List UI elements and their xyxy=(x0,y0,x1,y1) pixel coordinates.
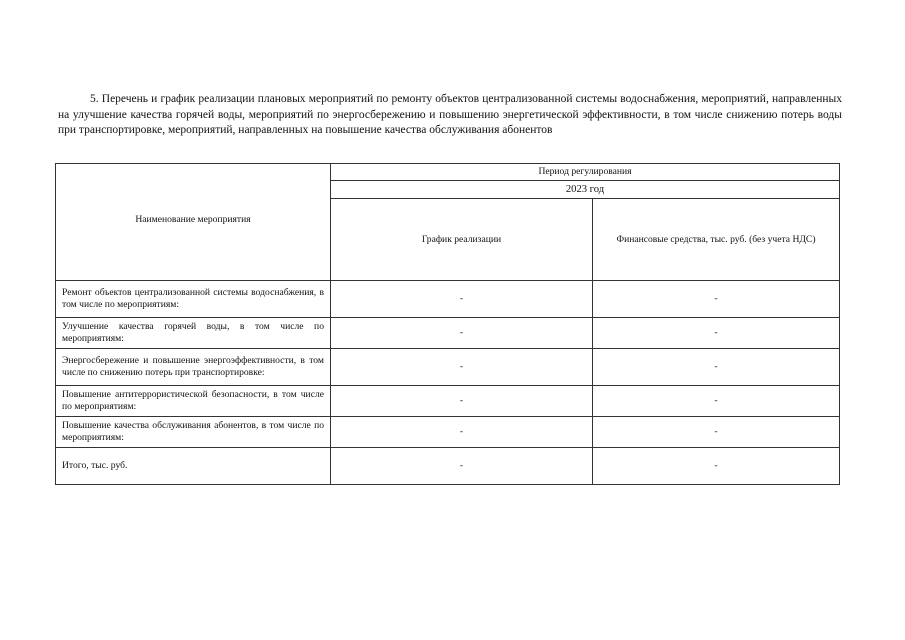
table-header-row xyxy=(56,164,840,181)
finance-value: - xyxy=(593,281,840,318)
finance-value: - xyxy=(593,417,840,448)
section-heading-text: 5. Перечень и график реализации плановых мероприятий по ремонту объектов централизованной системы водоснабжения, мероприятий, направленных на улучшение качества горячей воды, мероприятий по энергосбережению и повышению энергетической эффективности, в том числе снижению потерь воды при транспортировке, мероприятий, направленных на повышение качества обслуживания абонентов xyxy=(58,93,842,136)
schedule-value: - xyxy=(331,417,593,448)
section-heading xyxy=(58,92,842,139)
table-row xyxy=(56,281,840,318)
activities-table xyxy=(55,163,840,485)
finance-header: Финансовые средства, тыс. руб. (без учета НДС) xyxy=(593,199,840,281)
activity-name: Итого, тыс. руб. xyxy=(56,448,331,485)
period-header: Период регулирования xyxy=(331,164,840,181)
finance-value: - xyxy=(593,318,840,349)
table-row xyxy=(56,318,840,349)
activity-name: Улучшение качества горячей воды, в том числе по мероприятиям: xyxy=(56,318,331,349)
finance-value: - xyxy=(593,349,840,386)
table-row xyxy=(56,417,840,448)
schedule-value: - xyxy=(331,386,593,417)
schedule-value: - xyxy=(331,318,593,349)
activity-name: Повышение качества обслуживания абонентов, в том числе по мероприятиям: xyxy=(56,417,331,448)
schedule-value: - xyxy=(331,281,593,318)
activity-name: Повышение антитеррористической безопасности, в том числе по мероприятиям: xyxy=(56,386,331,417)
schedule-value: - xyxy=(331,448,593,485)
table-row xyxy=(56,349,840,386)
table-row xyxy=(56,386,840,417)
activity-name: Ремонт объектов централизованной системы водоснабжения, в том числе по мероприятиям: xyxy=(56,281,331,318)
finance-value: - xyxy=(593,386,840,417)
finance-value: - xyxy=(593,448,840,485)
schedule-header: График реализации xyxy=(331,199,593,281)
table-row xyxy=(56,448,840,485)
schedule-value: - xyxy=(331,349,593,386)
activity-name: Энергосбережение и повышение энергоэффективности, в том числе по снижению потерь при транспортировке: xyxy=(56,349,331,386)
year-header: 2023 год xyxy=(331,181,840,199)
col-name-header: Наименование мероприятия xyxy=(56,164,331,281)
